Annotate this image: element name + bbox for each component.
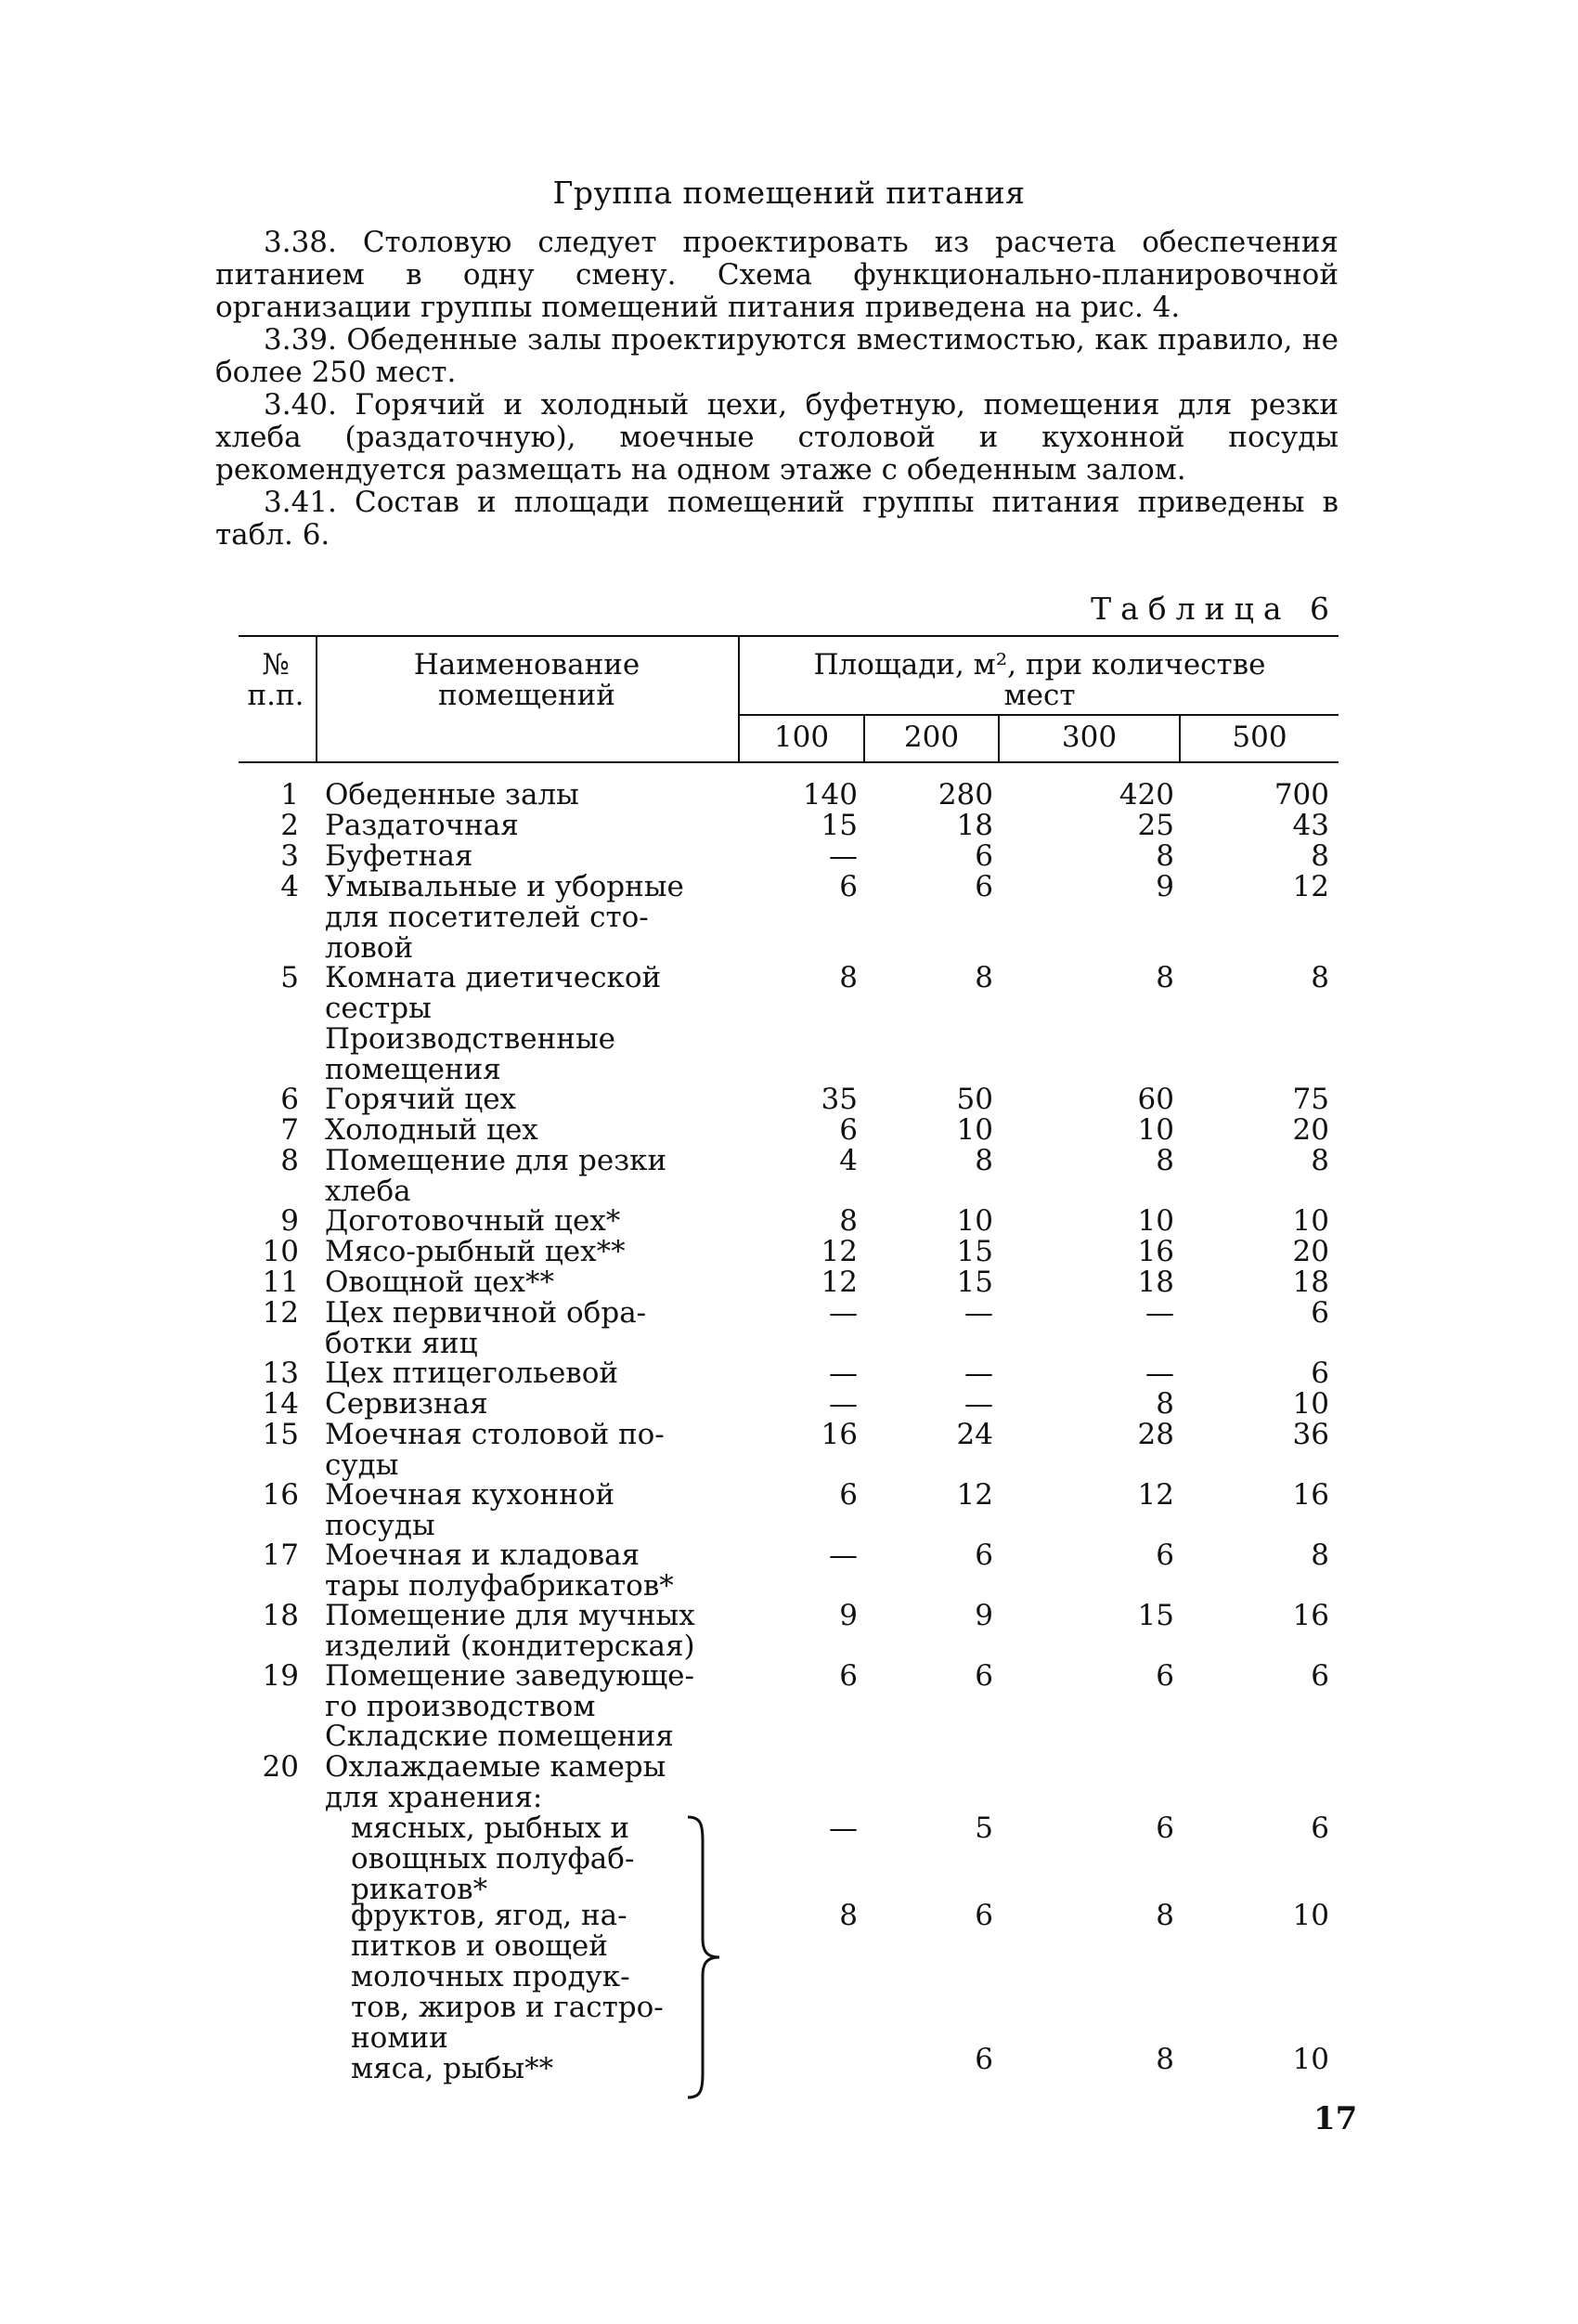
area-value-500: 6 [1311, 1296, 1329, 1330]
room-name-line: Овощной цех** [325, 1266, 554, 1299]
header-divider-num [316, 635, 317, 761]
room-name [325, 872, 684, 964]
area-value-300: 16 [1137, 1235, 1174, 1268]
header-seats-500: 500 [1232, 721, 1287, 754]
header-seats-200: 200 [903, 721, 960, 754]
row-number: 16 [262, 1478, 299, 1512]
room-name-line: Производственные [325, 1022, 615, 1056]
body-text [215, 227, 1339, 552]
area-value-100: 8 [839, 961, 858, 994]
area-value-300: 6 [1156, 1811, 1174, 1845]
header-bottom-rule [239, 761, 1339, 763]
area-value-500: 36 [1292, 1418, 1329, 1451]
area-value-300: 420 [1119, 778, 1174, 811]
room-name-line: тары полуфабрикатов* [325, 1569, 674, 1603]
area-value-300: 8 [1156, 2043, 1174, 2076]
area-value-500: 700 [1274, 778, 1329, 811]
area-value-300: 10 [1137, 1113, 1174, 1147]
row-number: 9 [280, 1204, 299, 1238]
area-value-500: 6 [1311, 1659, 1329, 1693]
area-value-500: 20 [1292, 1113, 1329, 1147]
row-number: 4 [280, 870, 299, 903]
area-value-500: 8 [1311, 1144, 1329, 1177]
room-name-line: Мясо-рыбный цех** [325, 1235, 626, 1268]
room-name [351, 1813, 634, 1905]
area-value-200: — [964, 1387, 993, 1421]
area-value-500: 43 [1292, 809, 1329, 842]
row-number: 8 [280, 1144, 299, 1177]
area-value-100: — [829, 1357, 858, 1390]
room-name [325, 1084, 516, 1115]
room-name [325, 963, 661, 1024]
paragraph-3-38: 3.38. Столовую следует проектировать из расчета обеспечения питанием в одну смену. Схема функционально-планировочной организации группы помещений питания приведена на рис. 4. [215, 226, 1339, 324]
area-value-100: 6 [839, 1659, 858, 1693]
area-value-300: 25 [1137, 809, 1174, 842]
row-number: 20 [262, 1750, 299, 1784]
area-value-100: 15 [821, 809, 858, 842]
area-value-500: 10 [1292, 1387, 1329, 1421]
area-value-100: 6 [839, 1478, 858, 1512]
header-area-group: Площади, м², при количестве мест [813, 648, 1266, 712]
room-name-line: ловой [325, 931, 414, 965]
area-value-300: 28 [1137, 1418, 1174, 1451]
area-value-300: 8 [1156, 961, 1174, 994]
row-number: 11 [262, 1266, 299, 1299]
area-value-300: 8 [1156, 839, 1174, 873]
room-name-line: овощных полуфаб- [351, 1842, 635, 1876]
room-name-line: Моечная кухонной [325, 1478, 615, 1512]
paragraph-3-39: 3.39. Обеденные залы проектируются вместимостью, как правило, не более 250 мест. [215, 323, 1339, 389]
area-value-100: 6 [839, 1113, 858, 1147]
room-name-line: посуды [325, 1509, 435, 1542]
area-value-100: — [829, 839, 858, 873]
area-value-300: 8 [1156, 1144, 1174, 1177]
area-value-200: 6 [975, 870, 993, 903]
room-name [325, 1752, 666, 1813]
row-number: 17 [262, 1539, 299, 1572]
room-name-line: фруктов, ягод, на- [351, 1899, 627, 1932]
area-value-200: 6 [975, 2043, 993, 2076]
row-number: 19 [262, 1659, 299, 1693]
room-name [325, 1146, 666, 1207]
area-value-200: 18 [956, 809, 993, 842]
row-number: 15 [262, 1418, 299, 1451]
room-name [325, 1601, 695, 1662]
room-name-line: питков и овощей [351, 1929, 608, 1963]
area-value-200: 6 [975, 1539, 993, 1572]
room-name-line: для хранения: [325, 1781, 543, 1814]
area-value-500: 16 [1292, 1599, 1329, 1632]
area-value-100: 35 [821, 1083, 858, 1116]
room-name-line: Охлаждаемые камеры [325, 1750, 666, 1784]
area-value-200: — [964, 1357, 993, 1390]
row-number: 7 [280, 1113, 299, 1147]
row-number: 5 [280, 961, 299, 994]
area-value-300: 12 [1137, 1478, 1174, 1512]
area-value-200: 10 [956, 1113, 993, 1147]
room-name-line: Буфетная [325, 839, 473, 873]
room-name-line: Складские помещения [325, 1720, 674, 1753]
room-name-line: Комната диетической [325, 961, 662, 994]
room-name [325, 1661, 694, 1722]
area-value-100: — [829, 1296, 858, 1330]
room-name-line: рикатов* [351, 1873, 488, 1906]
area-value-500: 10 [1292, 1204, 1329, 1238]
room-name-line: Моечная столовой по- [325, 1418, 665, 1451]
row-number: 13 [262, 1357, 299, 1390]
room-name-line: Холодный цех [325, 1113, 538, 1147]
header-room-name: Наименование помещений [413, 648, 640, 712]
area-value-200: — [964, 1296, 993, 1330]
header-seats-100: 100 [773, 721, 830, 754]
room-name [325, 1480, 614, 1541]
room-name-line: мясных, рыбных и [351, 1811, 630, 1845]
room-name [325, 1267, 554, 1298]
page-number: 17 [1313, 2100, 1358, 2137]
area-value-500: 20 [1292, 1235, 1329, 1268]
row-number: 18 [262, 1599, 299, 1632]
area-value-500: 10 [1292, 2043, 1329, 2076]
room-name [325, 811, 519, 841]
area-value-100: 8 [839, 1204, 858, 1238]
room-name-line: Моечная и кладовая [325, 1539, 640, 1572]
room-name-line: суды [325, 1448, 399, 1482]
area-value-500: 6 [1311, 1811, 1329, 1845]
area-value-100: 9 [839, 1599, 858, 1632]
room-name-line: Цех первичной обра- [325, 1296, 647, 1330]
room-name-line: тов, жиров и гастро- [351, 1991, 664, 2024]
room-name-line: Сервизная [325, 1387, 488, 1421]
area-value-100: 4 [839, 1144, 858, 1177]
area-value-100: 140 [802, 778, 858, 811]
area-value-300: — [1145, 1357, 1174, 1390]
room-name [325, 1206, 620, 1237]
room-name [325, 1389, 488, 1420]
area-value-200: 9 [975, 1599, 993, 1632]
room-name-line: мяса, рыбы** [351, 2052, 554, 2085]
paragraph-3-41: 3.41. Состав и площади помещений группы питания приведены в табл. 6. [215, 486, 1339, 552]
area-value-500: 75 [1292, 1083, 1329, 1116]
area-value-100: 12 [821, 1235, 858, 1268]
area-value-300: 6 [1156, 1539, 1174, 1572]
area-value-200: 24 [956, 1418, 993, 1451]
room-name [325, 1420, 665, 1481]
area-value-200: 8 [975, 961, 993, 994]
row-number: 2 [280, 809, 299, 842]
row-number: 1 [280, 778, 299, 811]
header-num: № п.п. [247, 648, 304, 712]
header-seats-300: 300 [1061, 721, 1118, 754]
area-value-200: 15 [956, 1266, 993, 1299]
room-name-line: Умывальные и уборные [325, 870, 684, 903]
room-name-line: изделий (кондитерская) [325, 1629, 695, 1663]
room-name [325, 1721, 674, 1752]
area-value-100: 12 [821, 1266, 858, 1299]
area-value-500: 8 [1311, 961, 1329, 994]
area-value-500: 16 [1292, 1478, 1329, 1512]
room-name-line: Горячий цех [325, 1083, 517, 1116]
area-value-200: 15 [956, 1235, 993, 1268]
room-name-line: го производством [325, 1690, 596, 1723]
room-name [351, 1901, 627, 1962]
area-value-200: 6 [975, 839, 993, 873]
room-name [325, 1024, 615, 1085]
row-number: 12 [262, 1296, 299, 1330]
room-name-line: Раздаточная [325, 809, 519, 842]
area-value-500: 8 [1311, 839, 1329, 873]
room-name [325, 1115, 538, 1146]
paragraph-3-40: 3.40. Горячий и холодный цехи, буфетную, помещения для резки хлеба (раздаточную), моечные столовой и кухонной посуды рекомендуется размещать на одном этаже с обеденным залом. [215, 388, 1339, 487]
room-name-line: Помещение для резки [325, 1144, 667, 1177]
row-number: 6 [280, 1083, 299, 1116]
right-brace-icon [682, 1813, 729, 2101]
area-value-300: 15 [1137, 1599, 1174, 1632]
area-value-300: 10 [1137, 1204, 1174, 1238]
area-value-200: 6 [975, 1659, 993, 1693]
room-name-line: Помещение для мучных [325, 1599, 695, 1632]
room-name-line: хлеба [325, 1175, 411, 1208]
area-value-500: 12 [1292, 870, 1329, 903]
area-value-200: 12 [956, 1478, 993, 1512]
area-value-500: 8 [1311, 1539, 1329, 1572]
room-name-line: Обеденные залы [325, 778, 579, 811]
room-name-line: для посетителей сто- [325, 901, 649, 934]
area-value-200: 6 [975, 1899, 993, 1932]
row-number: 10 [262, 1235, 299, 1268]
room-name-line: Доготовочный цех* [325, 1204, 621, 1238]
area-value-200: 5 [975, 1811, 993, 1845]
room-name [325, 1298, 646, 1359]
area-value-100: — [829, 1387, 858, 1421]
area-value-100: 8 [839, 1899, 858, 1932]
room-name [325, 780, 579, 811]
area-value-200: 280 [938, 778, 993, 811]
row-number: 3 [280, 839, 299, 873]
header-sub-rule [738, 714, 1339, 716]
area-value-200: 50 [956, 1083, 993, 1116]
area-value-300: — [1145, 1296, 1174, 1330]
area-value-200: 10 [956, 1204, 993, 1238]
room-name [325, 841, 472, 872]
room-name [325, 1358, 618, 1389]
area-value-500: 10 [1292, 1899, 1329, 1932]
room-name [351, 2054, 553, 2084]
room-name [325, 1237, 626, 1267]
area-value-100: — [829, 1539, 858, 1572]
area-value-100: 6 [839, 870, 858, 903]
room-name-line: номии [351, 2021, 448, 2055]
area-value-100: 16 [821, 1418, 858, 1451]
area-value-300: 8 [1156, 1899, 1174, 1932]
area-value-300: 18 [1137, 1266, 1174, 1299]
row-number: 14 [262, 1387, 299, 1421]
area-value-300: 8 [1156, 1387, 1174, 1421]
section-title: Группа помещений питания [552, 175, 1026, 211]
room-name-line: Цех птицегольевой [325, 1357, 619, 1390]
table-top-rule [239, 635, 1339, 637]
area-value-100: — [829, 1811, 858, 1845]
room-name [325, 1540, 674, 1602]
room-name-line: Помещение заведующе- [325, 1659, 694, 1693]
room-name-line: молочных продук- [351, 1960, 630, 1993]
area-value-500: 6 [1311, 1357, 1329, 1390]
area-value-300: 60 [1137, 1083, 1174, 1116]
room-name-line: сестры [325, 992, 432, 1025]
room-name [351, 1962, 664, 2054]
area-value-300: 9 [1156, 870, 1174, 903]
area-value-500: 18 [1292, 1266, 1329, 1299]
area-value-300: 6 [1156, 1659, 1174, 1693]
table-caption: Таблица 6 [1091, 591, 1339, 627]
area-value-200: 8 [975, 1144, 993, 1177]
room-name-line: ботки яиц [325, 1327, 478, 1360]
room-name-line: помещения [325, 1053, 501, 1086]
